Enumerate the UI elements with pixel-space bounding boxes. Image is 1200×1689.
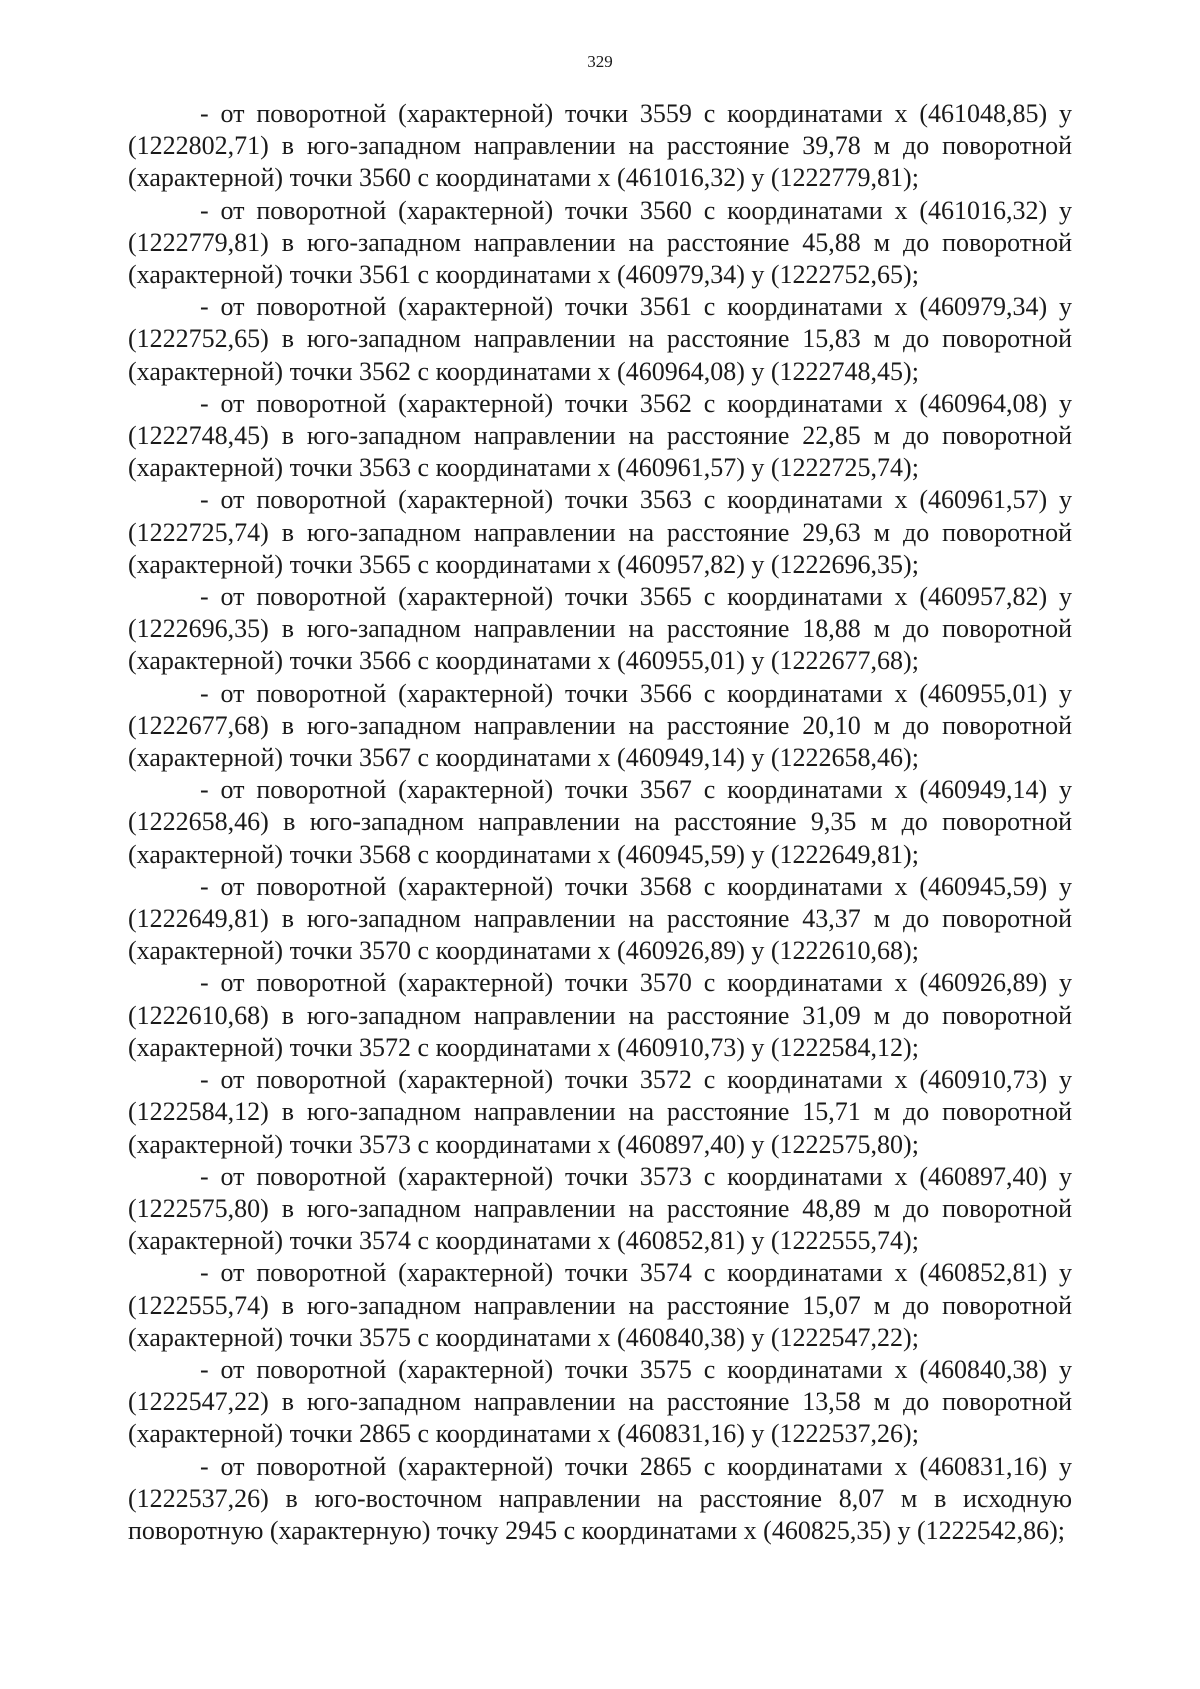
boundary-segment-paragraph: - от поворотной (характерной) точки 3570 с координатами х (460926,89) у (1222610,68) в юго-западном направлении на расстояние 31,09 м до поворотной (характерной) точки 3572 с координатами х (460910,73) у (1222584,12); (128, 968, 1072, 1062)
boundary-segment-paragraph: - от поворотной (характерной) точки 3566 с координатами х (460955,01) у (1222677,68) в юго-западном направлении на расстояние 20,10 м до поворотной (характерной) точки 3567 с координатами х (460949,14) у (1222658,46); (128, 678, 1072, 773)
boundary-segment-paragraph: - от поворотной (характерной) точки 3563 с координатами х (460961,57) у (1222725,74) в юго-западном направлении на расстояние 29,63 м до поворотной (характерной) точки 3565 с координатами х (460957,82) у (1222696,35); (128, 485, 1072, 579)
document-body (128, 98, 1072, 1547)
boundary-segment-paragraph: - от поворотной (характерной) точки 3573 с координатами х (460897,40) у (1222575,80) в юго-западном направлении на расстояние 48,89 м до поворотной (характерной) точки 3574 с координатами х (460852,81) у (1222555,74); (128, 1161, 1072, 1256)
boundary-segment-paragraph: - от поворотной (характерной) точки 3568 с координатами х (460945,59) у (1222649,81) в юго-западном направлении на расстояние 43,37 м до поворотной (характерной) точки 3570 с координатами х (460926,89) у (1222610,68); (128, 871, 1072, 966)
boundary-segment-paragraph: - от поворотной (характерной) точки 2865 с координатами х (460831,16) у (1222537,26) в юго-восточном направлении на расстояние 8,07 м в исходную поворотную (характерную) точку 2945 с координатами х (460825,35) у (1222542,86); (128, 1451, 1072, 1545)
boundary-segment-paragraph: - от поворотной (характерной) точки 3562 с координатами х (460964,08) у (1222748,45) в юго-западном направлении на расстояние 22,85 м до поворотной (характерной) точки 3563 с координатами х (460961,57) у (1222725,74); (128, 388, 1072, 483)
boundary-segment-paragraph: - от поворотной (характерной) точки 3567 с координатами х (460949,14) у (1222658,46) в юго-западном направлении на расстояние 9,35 м до поворотной (характерной) точки 3568 с координатами х (460945,59) у (1222649,81); (128, 775, 1072, 869)
page-number: 329 (587, 52, 613, 71)
boundary-segment-paragraph: - от поворотной (характерной) точки 3575 с координатами х (460840,38) у (1222547,22) в юго-западном направлении на расстояние 13,58 м до поворотной (характерной) точки 2865 с координатами х (460831,16) у (1222537,26); (128, 1354, 1072, 1449)
boundary-segment-paragraph: - от поворотной (характерной) точки 3574 с координатами х (460852,81) у (1222555,74) в юго-западном направлении на расстояние 15,07 м до поворотной (характерной) точки 3575 с координатами х (460840,38) у (1222547,22); (128, 1258, 1072, 1352)
boundary-segment-paragraph: - от поворотной (характерной) точки 3565 с координатами х (460957,82) у (1222696,35) в юго-западном направлении на расстояние 18,88 м до поворотной (характерной) точки 3566 с координатами х (460955,01) у (1222677,68); (128, 582, 1072, 676)
boundary-segment-paragraph: - от поворотной (характерной) точки 3560 с координатами х (461016,32) у (1222779,81) в юго-западном направлении на расстояние 45,88 м до поворотной (характерной) точки 3561 с координатами х (460979,34) у (1222752,65); (128, 195, 1072, 290)
boundary-segment-paragraph: - от поворотной (характерной) точки 3572 с координатами х (460910,73) у (1222584,12) в юго-западном направлении на расстояние 15,71 м до поворотной (характерной) точки 3573 с координатами х (460897,40) у (1222575,80); (128, 1065, 1072, 1159)
boundary-segment-paragraph: - от поворотной (характерной) точки 3561 с координатами х (460979,34) у (1222752,65) в юго-западном направлении на расстояние 15,83 м до поворотной (характерной) точки 3562 с координатами х (460964,08) у (1222748,45); (128, 292, 1072, 386)
boundary-segment-paragraph: - от поворотной (характерной) точки 3559 с координатами х (461048,85) у (1222802,71) в юго-западном направлении на расстояние 39,78 м до поворотной (характерной) точки 3560 с координатами х (461016,32) у (1222779,81); (128, 99, 1072, 193)
